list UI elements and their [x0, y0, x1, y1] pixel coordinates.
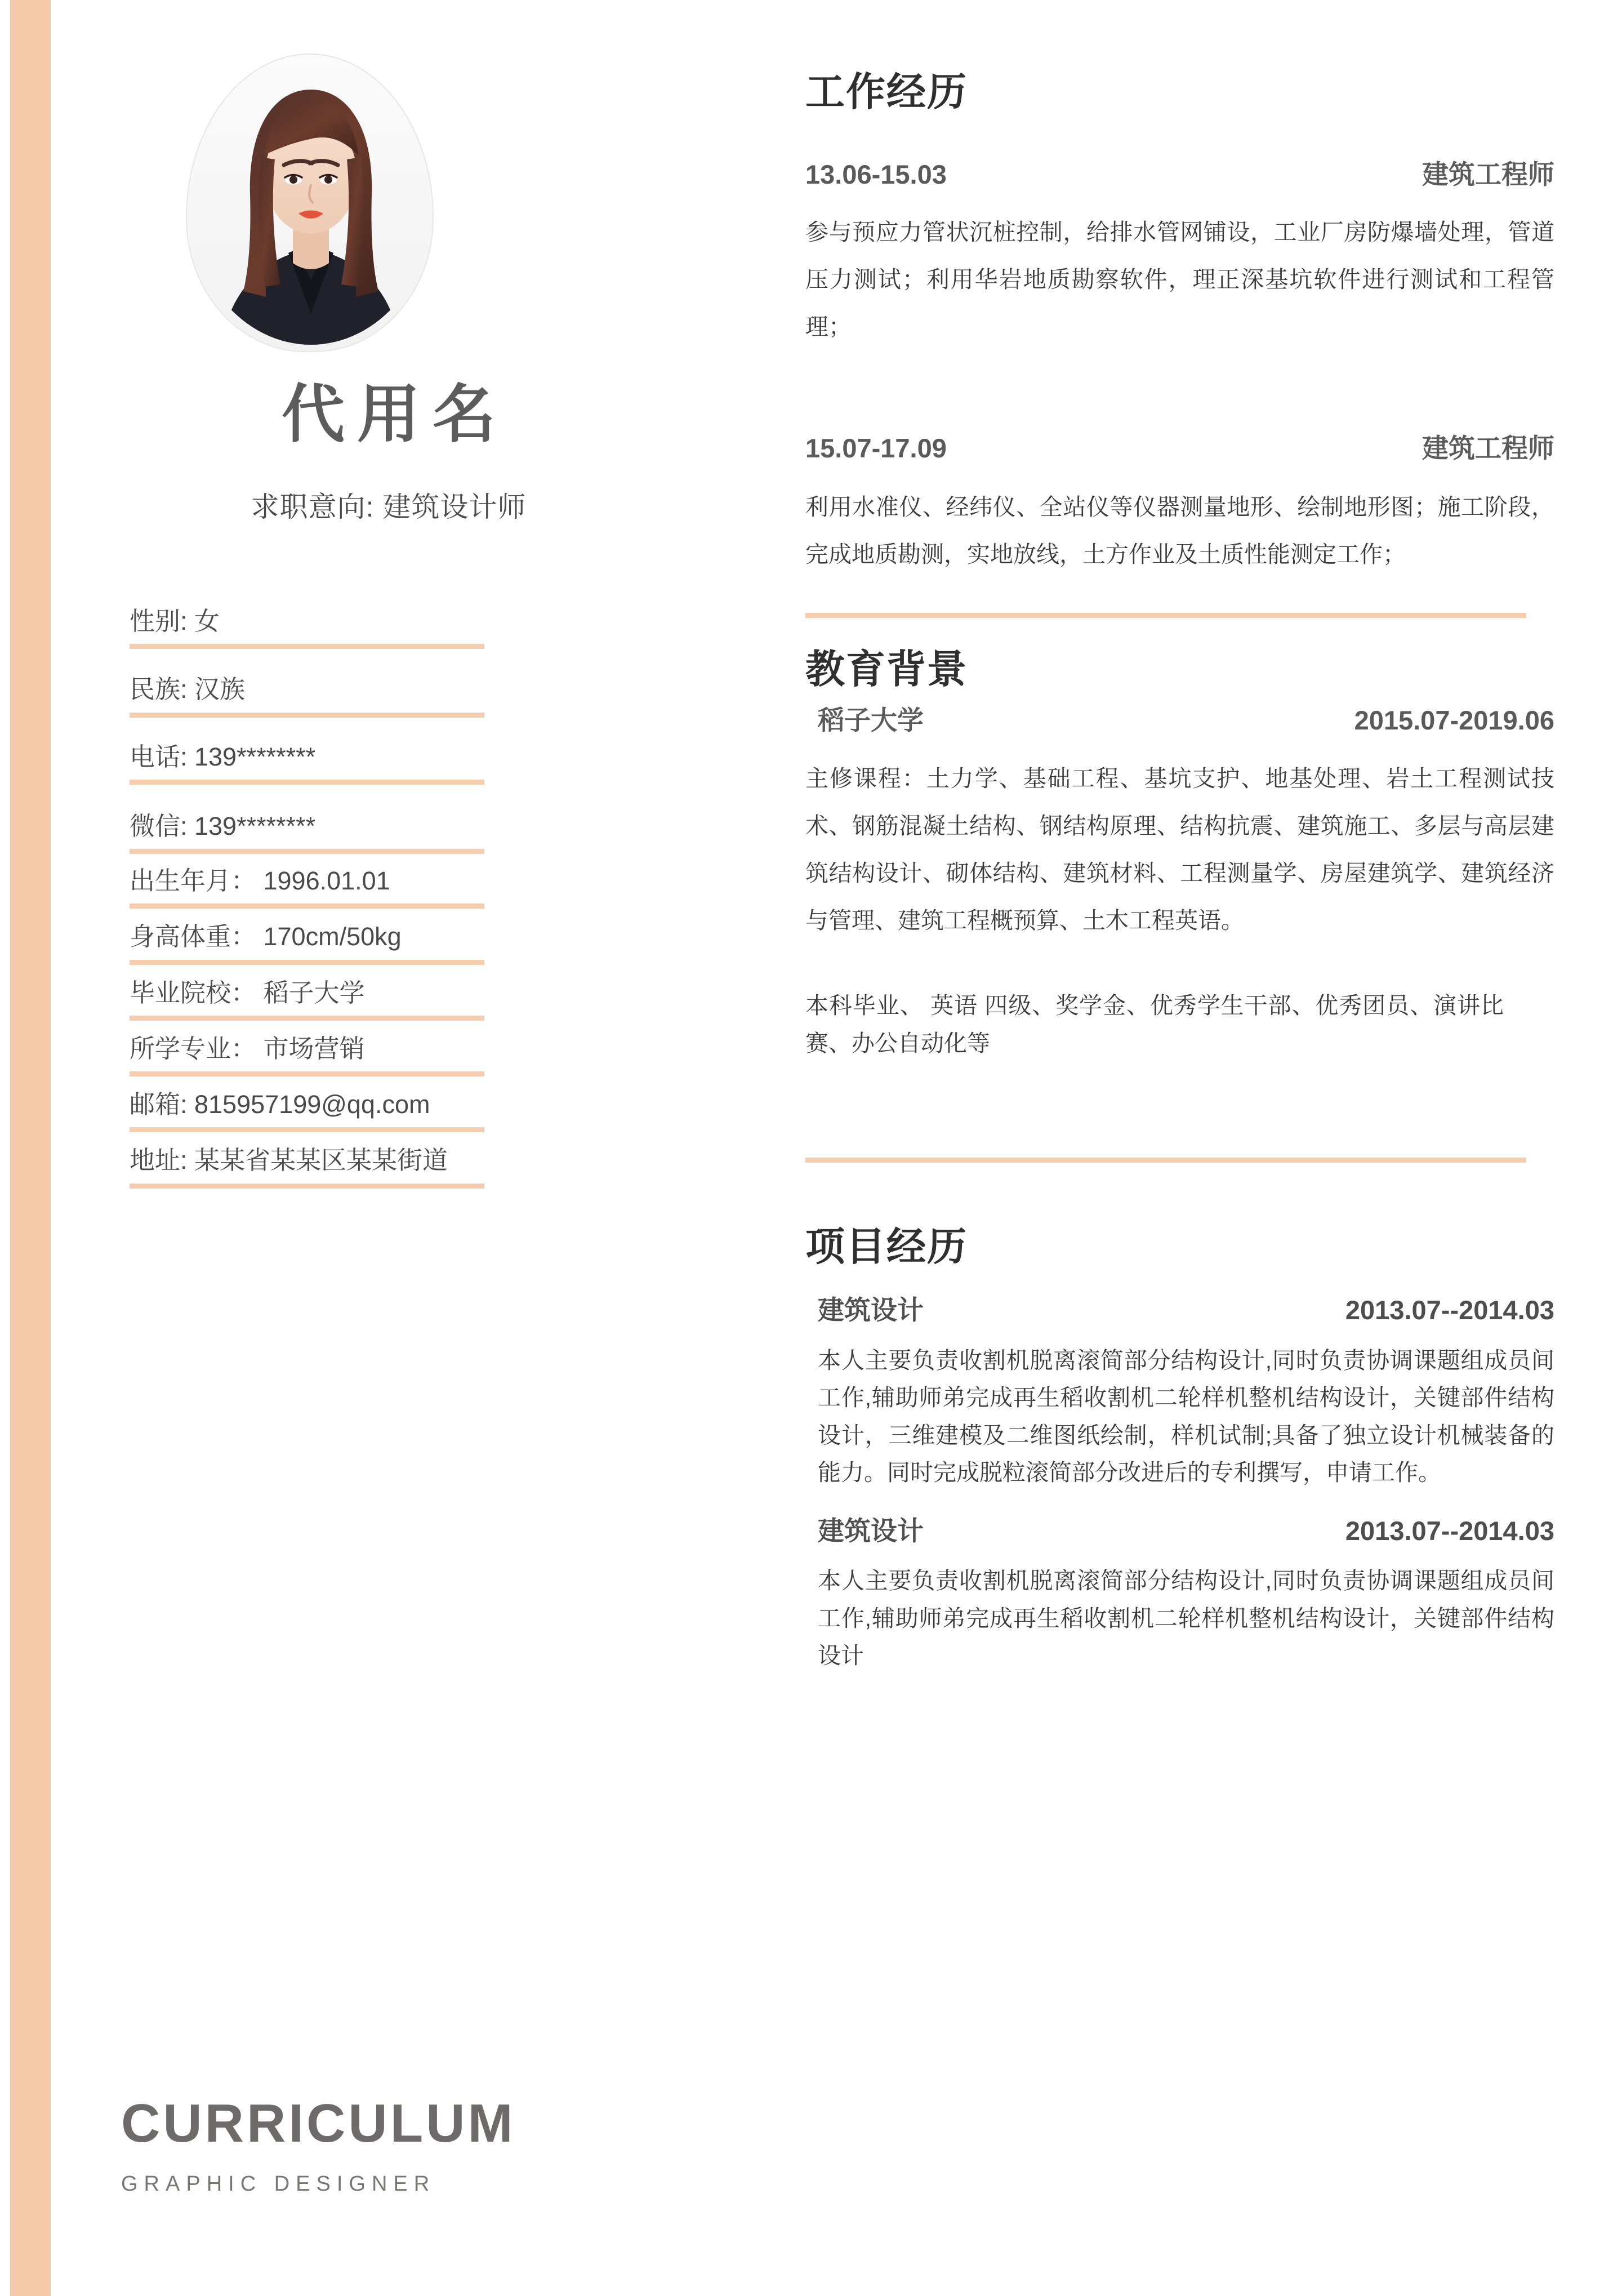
info-divider: [130, 713, 484, 718]
project-period-2: 2013.07--2014.03: [1345, 1515, 1554, 1546]
project-name-2: 建筑设计: [818, 1515, 924, 1546]
list-item: [130, 921, 484, 964]
work-role-1: 建筑工程师: [1422, 159, 1554, 189]
info-major: 所学专业： 市场营销: [130, 1034, 365, 1063]
wordmark-subtitle: GRAPHIC DESIGNER: [121, 2172, 436, 2196]
work-entry-header-1: [805, 160, 1554, 189]
info-divider: [130, 1016, 484, 1021]
info-gender: 性别: 女: [130, 607, 220, 635]
education-entry-header: [805, 706, 1554, 735]
footer-wordmark: [121, 2093, 516, 2196]
info-divider: [130, 1071, 484, 1076]
list-item: [130, 674, 484, 717]
info-phone: 电话: 139********: [130, 742, 316, 771]
section-title-education: 教育背景: [805, 647, 968, 691]
info-divider: [130, 960, 484, 965]
project-description-1: 本人主要负责收割机脱离滚简部分结构设计,同时负责协调课题组成员间工作,辅助师弟完成再生稻收割机二轮样机整机结构设计，关键部件结构设计，三维建模及二维图纸绘制，样机试制;具备了独立设计机械装备的能力。同时完成脱粒滚简部分改进后的专利撰写，申请工作。: [818, 1347, 1554, 1486]
sidebar: [0, 0, 777, 2296]
education-school: 稻子大学: [818, 705, 924, 735]
work-entry-header-2: [805, 434, 1554, 463]
list-item: [130, 1033, 484, 1076]
section-divider-projects: [805, 1158, 1526, 1163]
info-ethnicity: 民族: 汉族: [130, 675, 246, 704]
avatar-frame: [186, 54, 434, 352]
job-objective: 求职意向: 建筑设计师: [251, 491, 527, 523]
info-email: 邮箱: 815957199@qq.com: [130, 1090, 430, 1119]
list-item: [130, 811, 484, 854]
list-item: [130, 741, 484, 785]
list-item: [130, 977, 484, 1021]
project-description-2: 本人主要负责收割机脱离滚简部分结构设计,同时负责协调课题组成员间工作,辅助师弟完成再生稻收割机二轮样机整机结构设计，关键部件结构设计: [818, 1568, 1554, 1669]
personal-info-list: [130, 606, 484, 1189]
info-divider: [130, 780, 484, 785]
education-period: 2015.07-2019.06: [1354, 705, 1554, 735]
project-period-1: 2013.07--2014.03: [1345, 1295, 1554, 1325]
section-divider-education: [805, 613, 1526, 618]
info-height-weight: 身高体重： 170cm/50kg: [130, 922, 402, 951]
info-wechat: 微信: 139********: [130, 811, 316, 840]
project-entry-header-1: [805, 1296, 1554, 1325]
info-birthdate: 出生年月： 1996.01.01: [130, 866, 390, 895]
main-content: [805, 0, 1554, 1675]
info-divider: [130, 644, 484, 649]
education-honors: 本科毕业、 英语 四级、奖学金、优秀学生干部、优秀团员、演讲比赛、办公自动化等: [805, 993, 1504, 1056]
project-name-1: 建筑设计: [818, 1295, 924, 1325]
section-title-work: 工作经历: [805, 70, 968, 114]
list-item: [130, 1089, 484, 1132]
page-title: 代用名: [282, 379, 508, 450]
work-role-2: 建筑工程师: [1422, 433, 1554, 463]
info-divider: [130, 1127, 484, 1132]
avatar: [186, 54, 434, 352]
info-school: 毕业院校： 稻子大学: [130, 978, 365, 1007]
section-title-projects: 项目经历: [805, 1225, 968, 1269]
list-item: [130, 606, 484, 649]
info-divider: [130, 849, 484, 854]
work-description-1: 参与预应力管状沉桩控制，给排水管网铺设，工业厂房防爆墙处理，管道压力测试；利用华岩地质勘察软件，理正深基坑软件进行测试和工程管理；: [805, 219, 1554, 340]
info-divider: [130, 904, 484, 909]
list-item: [130, 1145, 484, 1188]
work-period-2: 15.07-17.09: [805, 433, 947, 463]
project-entry-header-2: [805, 1516, 1554, 1546]
info-divider: [130, 1183, 484, 1189]
info-address: 地址: 某某省某某区某某街道: [130, 1146, 448, 1175]
main-column: [777, 0, 1622, 2296]
list-item: [130, 865, 484, 909]
work-description-2: 利用水准仪、经纬仪、全站仪等仪器测量地形、绘制地形图；施工阶段，完成地质勘测，实地放线，土方作业及土质性能测定工作；: [805, 493, 1554, 567]
work-period-1: 13.06-15.03: [805, 159, 947, 189]
education-courses: 主修课程：土力学、基础工程、基坑支护、地基处理、岩土工程测试技术、钢筋混凝土结构、钢结构原理、结构抗震、建筑施工、多层与高层建筑结构设计、砌体结构、建筑材料、工程测量学、房屋建筑学、建筑经济与管理、建筑工程概预算、土木工程英语。: [805, 766, 1554, 934]
wordmark-title: CURRICULUM: [121, 2093, 516, 2153]
portrait-photo-icon: [187, 55, 434, 352]
